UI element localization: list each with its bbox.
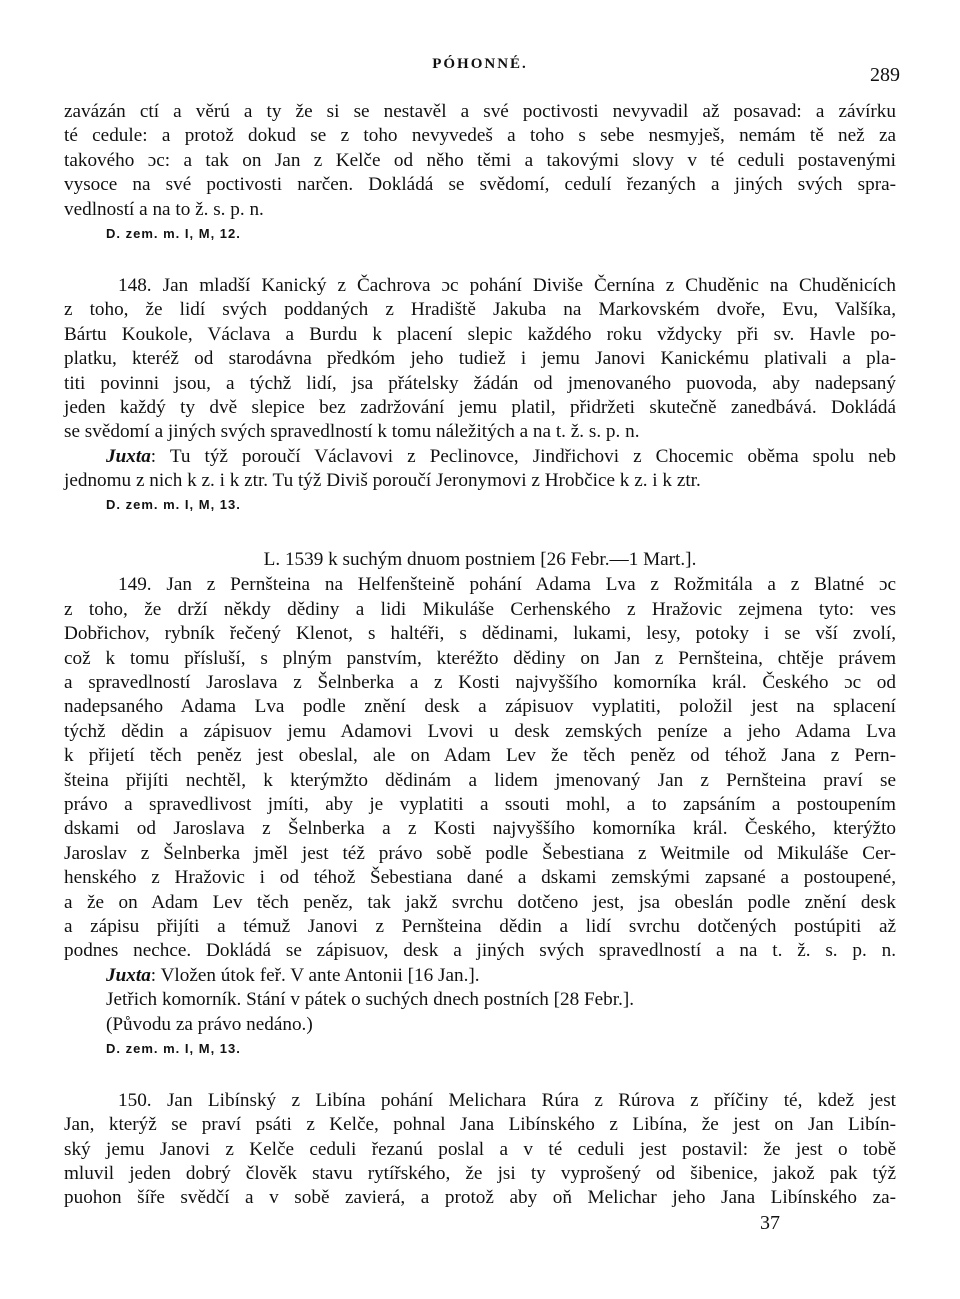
section-heading: L. 1539 k suchým dnuom postniem [26 Febr.—1 Mart.]. [263,549,697,571]
juxta-line [64,445,896,469]
juxta-label: Juxta [106,964,151,986]
entry-150-line: Jan, kterýž se praví psáti z Kelče, pohnal Jana Libínského z Libína, že jest on Jan Libín- [64,1114,896,1136]
entry-149-line: a že on Adam Lev těch peněz, tak jakž svrchu dotčeno jest, jsa obeslán podle znění desk [64,891,896,913]
juxta-line: Jetřich komorník. Stání v pátek o suchých dnech postních [28 Febr.]. [106,989,635,1011]
spacer [64,246,896,274]
entry-150-line: puohon šíře svědčí a v sobě zavierá, a protož aby oň Melichar jeho Jana Libínského za- [64,1187,896,1209]
text-line: vysoce na své poctivosti narčen. Dokládá se svědomí, cedulí řezaných a jiných svých spra- [64,174,896,196]
page-header [0,56,960,86]
entry-149-line: podnes nechce. Dokládá se zápisuov, desk a jiných svých spravedlností a na t. ž. s. p. n. [64,940,896,962]
spacer [64,517,896,547]
entry-148-line: titi povinni jsou, a týchž lidí, jsa přátelsky žádán od jmenovaného puovoda, aby nadepsaný [64,372,896,394]
text-line: takového ɔc: a tak on Jan z Kelče od něho těmi a takovými slovy v té ceduli postavenými [64,149,896,171]
running-head: PÓHONNÉ. [432,56,528,72]
entry-149-line: šteina přijíti nechtěl, k kterýmžto dědinám a lidem jmenovaný Jan z Pernšteina praví se [64,769,896,791]
entry-149-line: a zápisu přijíti a témuž Janovi z Pernšteina dědin a lidí svrchu dotčených postúpiti až [64,915,896,937]
entry-149-line: a spravedlností Jaroslava z Šelnberka a z Kosti najvyššího komorníka král. Českého ɔc od [64,672,896,694]
entry-149-line: Jaroslav z Šelnberka jměl jest též právo sobě podle Šebestiana z Weitmile od Mikuláše Cer- [64,842,896,864]
juxta-text: : Vložen útok feř. V ante Antonii [16 Jan.]. [150,964,480,986]
juxta-label: Juxta [106,445,151,467]
juxta-line [64,964,896,988]
text-line: té cedule: a protož dokud se z toho nevyvedeš a toho s sebe nesmyješ, nemám tě než za [64,125,896,147]
entry-148-line: Bártu Koukole, Václava a Burdu k placení slepic každého roku vždycky při sv. Havle po- [64,323,896,345]
body-text [64,100,896,1211]
source-reference: D. zem. m. I, M, 13. [106,497,241,513]
entry-148-line: 148. Jan mladší Kanický z Čachrova ɔc pohání Diviše Černína z Chuděnic na Chuděnicích [118,274,896,296]
text-line: zavázán ctí a věrú a ty že si se nestavěl a své poctivosti nevyvadil až posavad: a závírku [64,101,896,122]
entry-149-line: dskami od Jaroslava z Šelnberka a z Kosti najvyššího komorníka král. Českého, kterýžto [64,818,896,840]
entry-149-line: nadepsaného Adama Lva podle znění desk a zápisuov vyplatiti, položil jest na splacení [64,696,896,718]
juxta-line: (Původu za právo nedáno.) [106,1013,313,1035]
source-reference: D. zem. m. I, M, 12. [106,225,241,241]
source-reference: D. zem. m. I, M, 13. [106,1040,241,1056]
entry-149-line: k přijetí těch peněz jest obeslal, ale on Adam Lev že těch peněz od téhož Jana z Pern- [64,745,896,767]
page-number: 289 [870,64,900,86]
entry-149-line: 149. Jan z Pernšteina na Helfenšteině pohání Adama Lva z Rožmitála a z Blatné ɔc [118,574,896,596]
entry-148-line: jeden každý ty dvě slepice bez zadržování jemu platil, přidržeti skutečně zanedbává. Dokládá [64,396,896,418]
entry-149-line: henského z Hražovic i od téhož Šebestiana dané a dskami zemskými zapsané a postoupené, [64,867,896,889]
juxta-line: jednomu z nich k z. i k ztr. Tu týž Diviš poroučí Jeronymovi z Hrobčice k z. i k ztr. [64,470,701,492]
signature-mark: 37 [760,1212,780,1234]
entry-148-line: z toho, že lidí svých poddaných z Hradiště Jakuba na Markovském dvoře, Evu, Valšíka, [64,299,896,321]
text-line: vedlností a na to ž. s. p. n. [64,198,264,220]
entry-149-line: právo a spravedlivost jmíti, aby je vyplatiti a ssouti mohl, a to zapsáním a postoupením [64,793,896,815]
entry-149-line: Dobřichov, rybník řečený Klenot, s haltéři, s dědinami, lukami, lesy, potoky i se vší zvolí, [64,623,896,645]
entry-148-line: se svědomí a jiných svých spravedlností k tomu náležitých a na t. ž. s. p. n. [64,421,640,443]
juxta-text: : Tu týž poroučí Václavovi z Peclinovce, Jindřichovi z Chocemic oběma spolu neb [150,445,896,467]
entry-150-line: ský jemu Janovi z Kelče ceduli řezanú poslal a v té ceduli jest postavil: že jest o tobě [64,1138,896,1160]
entry-148-line: platku, kteréž od starodávna předkóm jeho tudiež i jemu Janovi Kanickému plativali a pla- [64,348,896,370]
entry-150-line: mluvil jeden dobrý člověk stavu rytířského, že jsi ty vyprošený od šibenice, jakož pak týž [64,1163,896,1185]
entry-149-line: týchž dědin a zápisuov jemu Adamovi Lvovi u desk zemských peníze a jeho Adama Lva [64,720,896,742]
entry-150-line: 150. Jan Libínský z Libína pohání Melichara Rúra z Rúrova z příčiny té, kdež jest [118,1089,896,1111]
spacer [64,1061,896,1089]
entry-149-line: což k tomu přísluší, s plným panstvím, kteréžto dědiny on Jan z Pernšteina, chtěje právem [64,647,896,669]
entry-149-line: z toho, že drží někdy dědiny a lidi Mikuláše Cerhenského z Hražovic zejmena tyto: ves [64,598,896,620]
